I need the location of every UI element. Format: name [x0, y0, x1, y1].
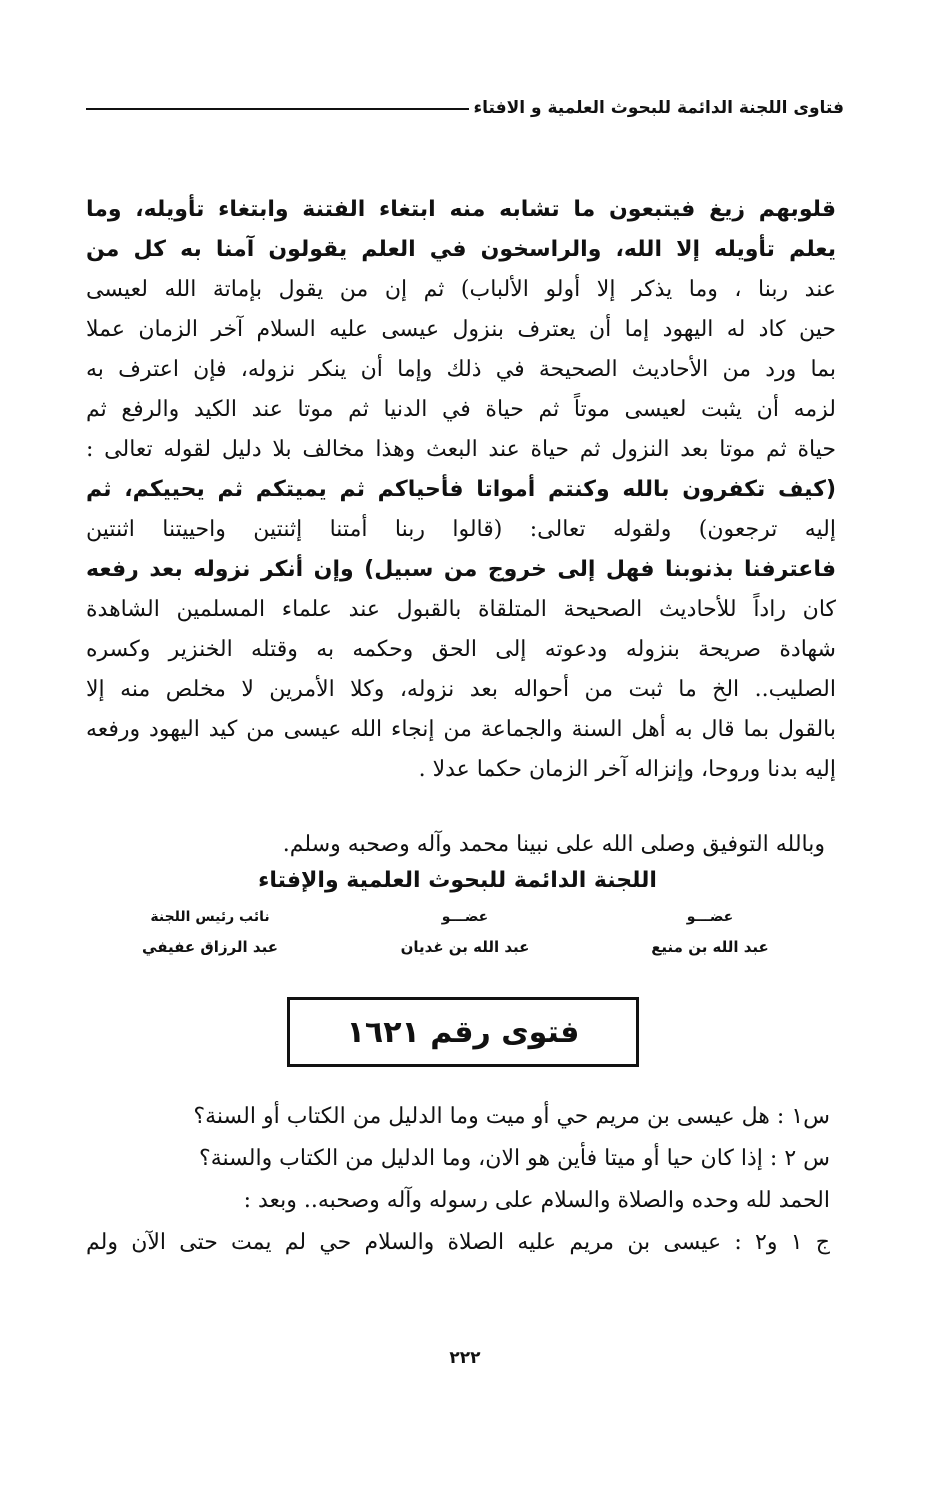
body-line: فاعترفنا بذنوبنا فهل إلى خروج من سبيل) وإن أنكر نزوله بعد رفعه — [86, 557, 836, 582]
question-line: س١ : هل عيسى بن مريم حي أو ميت وما الدليل من الكتاب أو السنة؟ — [193, 1104, 830, 1129]
signatory-name: عبد الرزاق عفيفي — [142, 938, 278, 956]
body-line: لزمه أن يثبت لعيسى موتاً ثم حياة في الدنيا ثم موتا عند الكيد والرفع ثم — [86, 397, 836, 422]
signatory-role: عضـــو — [441, 909, 489, 925]
preamble-line: الحمد لله وحده والصلاة والسلام على رسوله وآله وصحبه.. وبعد : — [243, 1188, 830, 1213]
signatory-middle — [390, 904, 540, 960]
body-line: عند ربنا ، وما يذكر إلا أولو الألباب) ثم إن من يقول بإماتة الله لعيسى — [86, 277, 836, 302]
body-line: إليه بدنا وروحا، وإنزاله آخر الزمان حكما عدلا . — [418, 757, 836, 782]
body-line: الصليب.. الخ ما ثبت من أحواله بعد نزوله، وكلا الأمرين لا مخلص منه إلا — [86, 677, 836, 702]
body-line: بالقول بما قال به أهل السنة والجماعة من إنجاء الله عيسى من كيد اليهود ورفعه — [86, 717, 836, 742]
question-line: س ٢ : إذا كان حيا أو ميتا فأين هو الان، وما الدليل من الكتاب والسنة؟ — [199, 1146, 830, 1171]
signatory-left — [140, 904, 280, 960]
body-line: إليه ترجعون) ولقوله تعالى: (قالوا ربنا أمتنا إثنتين واحييتنا اثنتين — [86, 517, 836, 542]
body-line: قلوبهم زيغ فيتبعون ما تشابه منه ابتغاء الفتنة وابتغاء تأويله، وما — [86, 197, 836, 222]
answer-line: ج ١ و٢ : عيسى بن مريم عليه الصلاة والسلام حي لم يمت حتى الآن ولم — [86, 1230, 830, 1255]
header-title: فتاوى اللجنة الدائمة للبحوث العلمية و الافتاء — [473, 98, 844, 118]
body-line: كان راداً للأحاديث الصحيحة المتلقاة بالقبول عند علماء المسلمين الشاهدة — [86, 597, 836, 622]
fatwa-number-box — [287, 997, 639, 1067]
body-line: (كيف تكفرون بالله وكنتم أمواتا فأحياكم ثم يميتكم ثم يحييكم، ثم — [86, 477, 836, 502]
body-line: حياة ثم موتا بعد النزول ثم حياة عند البعث وهذا مخالف بلا دليل لقوله تعالى : — [86, 437, 836, 462]
page-number: ٢٢٢ — [449, 1348, 481, 1368]
body-line: بما ورد من الأحاديث الصحيحة في ذلك وإما أن ينكر نزوله، فإن اعترف به — [86, 357, 836, 382]
signatory-name: عبد الله بن غديان — [400, 938, 530, 956]
signatory-name: عبد الله بن منيع — [651, 938, 769, 956]
signatory-role: نائب رئيس اللجنة — [150, 909, 270, 925]
body-line: شهادة صريحة بنزوله ودعوته إلى الحق وحكمه به وقتله الخنزير وكسره — [86, 637, 836, 662]
question-answer-section — [86, 1096, 830, 1264]
signatory-right — [640, 904, 780, 960]
body-line: يعلم تأويله إلا الله، والراسخون في العلم يقولون آمنا به كل من — [86, 237, 836, 262]
closing-salutation: وبالله التوفيق وصلى الله على نبينا محمد وآله وصحبه وسلم. — [282, 832, 825, 857]
signatory-role: عضـــو — [686, 909, 734, 925]
body-line: حين كاد له اليهود إما أن يعترف بنزول عيسى عليه السلام آخر الزمان عملا — [86, 317, 836, 342]
body-text — [86, 190, 836, 790]
fatwa-title: فتوى رقم ١٦٢١ — [346, 1014, 580, 1050]
header-rule — [86, 108, 469, 110]
committee-name: اللجنة الدائمة للبحوث العلمية والإفتاء — [258, 868, 657, 893]
running-header — [86, 84, 844, 118]
